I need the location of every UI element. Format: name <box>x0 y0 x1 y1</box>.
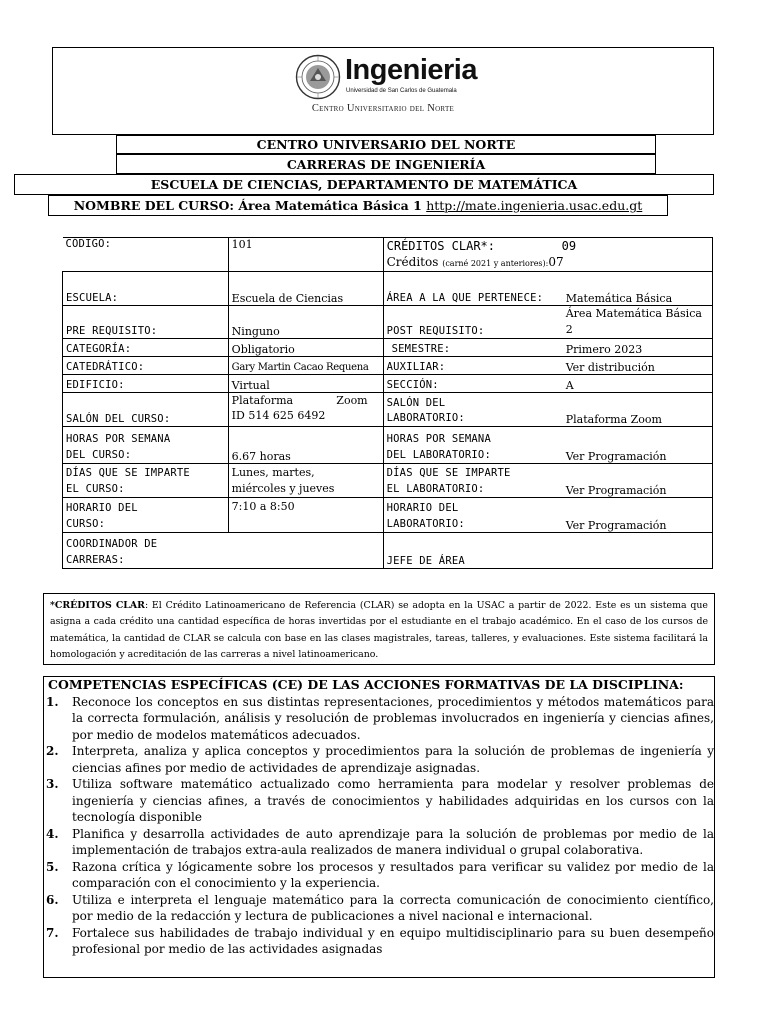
label-creditos-2: Créditos <box>386 255 439 269</box>
competencia-number: 3. <box>46 777 59 791</box>
label-edificio: EDIFICIO: <box>63 375 229 393</box>
competencia-text: Razona crítica y lógicamente sobre los procesos y resultados para verificar su validez por medio de la comparación con el conocimiento y la experiencia. <box>72 859 714 890</box>
value-horas-curso: 6.67 horas <box>228 427 383 464</box>
competencias-box <box>43 676 715 978</box>
value-creditos-2: 07 <box>548 255 564 269</box>
label-horario-curso <box>63 498 229 533</box>
competencia-item <box>44 925 714 958</box>
value-dias-curso-1: Lunes, martes, <box>231 466 315 479</box>
competencia-item <box>44 743 714 776</box>
note-creditos-2: (carné 2021 y anteriores): <box>442 259 549 268</box>
header-line-1: CENTRO UNIVERSARIO DEL NORTE <box>116 135 656 154</box>
label-salon-curso: SALÓN DEL CURSO: <box>63 393 229 427</box>
value-codigo: 101 <box>228 238 383 272</box>
competencia-item <box>44 776 714 826</box>
label-dias-curso-1: DÍAS QUE SE IMPARTE <box>66 467 190 479</box>
competencia-item <box>44 826 714 859</box>
value-edificio: Virtual <box>228 375 383 393</box>
label-salon-lab <box>383 393 563 427</box>
label-horario-curso-1: HORARIO DEL <box>66 502 138 514</box>
label-codigo: CÓDIGO: <box>63 238 229 272</box>
label-dias-lab-2: EL LABORATORIO: <box>386 483 485 495</box>
value-salon-lab: Plataforma Zoom <box>563 393 713 427</box>
competencia-text: Reconoce los conceptos en sus distintas representaciones, procedimientos y métodos matemáticos para la correcta formulación, análisis y resolución de problemas involucrados en ingeniería y ciencias afines, por medio de modelos matemáticos adecuados. <box>72 694 714 742</box>
header-line-3: ESCUELA DE CIENCIAS, DEPARTAMENTO DE MATEMÁTICA <box>14 174 714 195</box>
label-salon-lab-2: LABORATORIO: <box>386 412 465 424</box>
course-name: NOMBRE DEL CURSO: Área Matemática Básica 1 <box>73 198 422 213</box>
value-dias-lab: Ver Programación <box>563 464 713 498</box>
label-dias-curso <box>63 464 229 498</box>
value-seccion: A <box>563 375 713 393</box>
label-horas-lab-1: HORAS POR SEMANA <box>386 433 491 445</box>
label-dias-curso-2: EL CURSO: <box>66 483 125 495</box>
creditos-cell <box>383 238 712 272</box>
value-dias-curso <box>228 464 383 498</box>
label-coordinador-2: CARRERAS: <box>66 554 125 566</box>
competencia-text: Utiliza software matemático actualizado como herramienta para modelar y resolver problemas de ingeniería y ciencias afines, a través de conocimientos y habilidades adquiridas en los cursos con la tecnología disponible <box>72 777 714 824</box>
value-creditos: 09 <box>561 239 577 253</box>
label-dias-lab <box>383 464 563 498</box>
label-semestre: SEMESTRE: <box>383 339 563 357</box>
competencia-text: Planifica y desarrolla actividades de auto aprendizaje para la solución de problemas por medio de la implementación de trabajos extra-aula realizados de manera individual o grupal colaborativa. <box>72 826 714 857</box>
label-horas-lab-2: DEL LABORATORIO: <box>386 449 491 461</box>
label-horario-curso-2: CURSO: <box>66 518 106 530</box>
label-jefe-area: JEFE DE ÁREA <box>383 533 712 569</box>
clar-note <box>43 593 715 665</box>
label-area: ÁREA A LA QUE PERTENECE: <box>383 272 563 306</box>
competencia-number: 7. <box>46 925 59 940</box>
course-link[interactable]: http://mate.ingenieria.usac.edu.gt <box>426 198 643 213</box>
label-horas-curso-2: DEL CURSO: <box>66 449 132 461</box>
label-catedratico: CATEDRÁTICO: <box>63 357 229 375</box>
label-creditos: CRÉDITOS CLAR*: <box>386 239 495 253</box>
label-prerequisito: PRE REQUISITO: <box>63 306 229 339</box>
value-postrequisito: Área Matemática Básica 2 <box>563 306 713 339</box>
clar-note-title: *CRÉDITOS CLAR <box>50 600 145 611</box>
logo-wordmark: Ingenieria <box>345 54 477 86</box>
label-escuela: ESCUELA: <box>63 272 229 306</box>
competencia-number: 5. <box>46 859 59 874</box>
value-semestre: Primero 2023 <box>563 339 713 357</box>
label-coordinador <box>63 533 384 569</box>
logo-center-name: Centro Universitario del Norte <box>311 103 455 114</box>
value-salon-curso-1: Plataforma <box>231 394 294 407</box>
competencias-title: COMPETENCIAS ESPECÍFICAS (CE) DE LAS ACCIONES FORMATIVAS DE LA DISCIPLINA: <box>48 677 684 692</box>
value-dias-curso-2: miércoles y jueves <box>231 482 335 495</box>
label-coordinador-1: COORDINADOR DE <box>66 538 158 550</box>
label-auxiliar: AUXILIAR: <box>383 357 563 375</box>
value-auxiliar: Ver distribución <box>563 357 713 375</box>
competencia-number: 1. <box>46 694 59 709</box>
competencias-list <box>44 694 714 958</box>
label-salon-lab-1: SALÓN DEL <box>386 397 446 409</box>
course-name-row <box>48 195 668 216</box>
value-horario-lab: Ver Programación <box>563 498 713 533</box>
clar-note-text: : El Crédito Latinoamericano de Referencia (CLAR) se adopta en la USAC a partir de 2022. Este es un sistema que asigna a cada crédito una cantidad específica de horas invertidas por el estudiante en el trabajo académico. En el caso de los cursos de matemática, la cantidad de CLAR se calcula con base en las clases magistrales, tareas, talleres, y evaluaciones. Este sistema facilitará la homologación y acreditación de las carreras a nivel latinoamericano. <box>50 600 708 661</box>
value-prerequisito: Ninguno <box>228 306 383 339</box>
label-horas-curso <box>63 427 229 464</box>
value-salon-curso-1b: Zoom <box>336 394 368 407</box>
competencia-number: 4. <box>46 826 59 841</box>
label-horario-lab-2: LABORATORIO: <box>386 518 465 530</box>
competencia-text: Interpreta, analiza y aplica conceptos y procedimientos para la solución de problemas de ingeniería y ciencias afines por medio de actividades de aprendizaje asignadas. <box>72 744 714 775</box>
value-categoria: Obligatorio <box>228 339 383 357</box>
competencia-item <box>44 859 714 892</box>
competencia-item <box>44 694 714 744</box>
value-area: Matemática Básica <box>563 272 713 306</box>
value-catedratico: Gary Martin Cacao Requena <box>228 357 383 375</box>
label-dias-lab-1: DÍAS QUE SE IMPARTE <box>386 467 511 479</box>
university-seal-icon <box>295 54 341 100</box>
label-horario-lab-1: HORARIO DEL <box>386 502 459 514</box>
value-salon-curso-2: ID 514 625 6492 <box>231 409 326 422</box>
value-escuela: Escuela de Ciencias <box>228 272 383 306</box>
label-postrequisito: POST REQUISITO: <box>383 306 563 339</box>
label-seccion: SECCIÓN: <box>383 375 563 393</box>
logo-frame <box>52 47 714 135</box>
logo-university: Universidad de San Carlos de Guatemala <box>346 88 457 94</box>
competencia-text: Fortalece sus habilidades de trabajo individual y en equipo multidisciplinario para su buen desempeño profesional por medio de las actividades asignadas <box>72 925 714 956</box>
label-categoria: CATEGORÍA: <box>63 339 229 357</box>
label-horario-lab <box>383 498 563 533</box>
competencia-text: Utiliza e interpreta el lenguaje matemático para la correcta comunicación de conocimiento científico, por medio de la redacción y lectura de publicaciones a nivel nacional e internacional. <box>72 892 714 923</box>
value-horario-curso: 7:10 a 8:50 <box>228 498 383 533</box>
value-salon-curso <box>228 393 383 427</box>
competencia-item <box>44 892 714 925</box>
course-info-table <box>62 237 713 569</box>
header-line-2: CARRERAS DE INGENIERÍA <box>116 154 656 174</box>
competencia-number: 6. <box>46 892 59 907</box>
value-horas-lab: Ver Programación <box>563 427 713 464</box>
label-horas-curso-1: HORAS POR SEMANA <box>66 433 171 445</box>
competencia-number: 2. <box>46 744 59 758</box>
label-horas-lab <box>383 427 563 464</box>
